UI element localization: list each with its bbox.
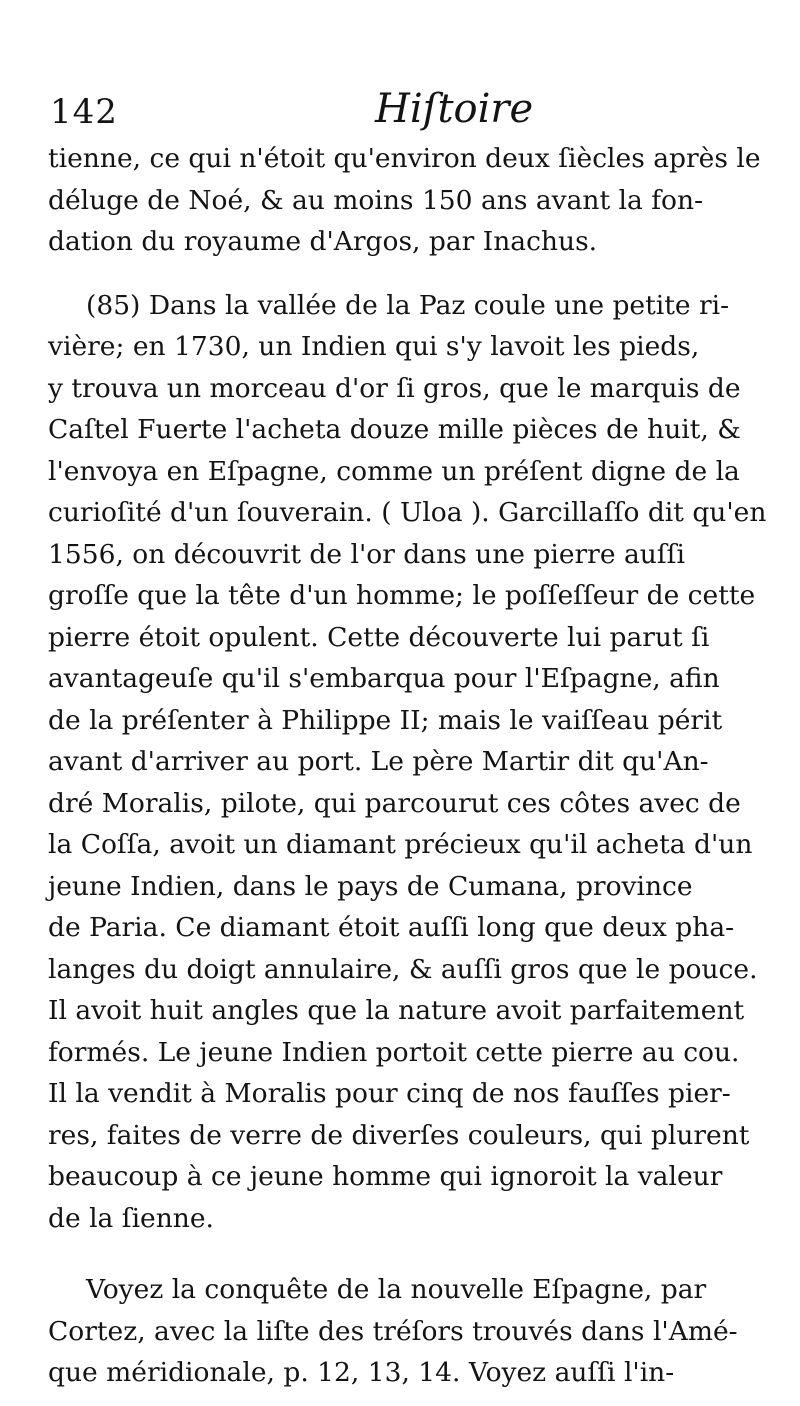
text-line: (85) Dans la vallée de la Paz coule une petite ri-: [86, 289, 730, 321]
text-line: que méridionale, p. 12, 13, 14. Voyez auſſi l'in-: [48, 1357, 675, 1388]
text-line: y trouva un morceau d'or ſi gros, que le marquis de: [48, 372, 741, 404]
paragraph-note-85: [48, 285, 767, 1240]
paragraph-spacer: [48, 263, 760, 285]
text-line: tienne, ce qui n'étoit qu'environ deux ſiècles après le: [48, 143, 761, 174]
text-line: dré Moralis, pilote, qui parcourut ces côtes avec de: [48, 787, 741, 819]
text-line: de la préſenter à Philippe II; mais le vaiſſeau périt: [48, 704, 723, 736]
text-line: Caſtel Fuerte l'acheta douze mille pièces de huit, &: [48, 414, 741, 445]
text-line: l'envoya en Eſpagne, comme un préſent digne de la: [48, 455, 740, 487]
text-line: dation du royaume d'Argos, par Inachus.: [48, 226, 598, 257]
text-line: Il avoit huit angles que la nature avoit parfaitement: [48, 995, 745, 1026]
text-line: res, faites de verre de diverſes couleurs, qui plurent: [48, 1119, 750, 1151]
text-line: de Paria. Ce diamant étoit auſſi long que deux pha-: [48, 912, 735, 943]
paragraph-continuation: [48, 138, 760, 263]
text-line: Il la vendit à Moralis pour cinq de nos fauſſes pier-: [48, 1078, 731, 1109]
text-line: jeune Indien, dans le pays de Cumana, province: [48, 870, 693, 902]
paragraph-voyez: [48, 1269, 760, 1394]
text-line: Voyez la conquête de la nouvelle Eſpagne, par: [86, 1274, 707, 1305]
running-title: Hiſtoire: [375, 86, 534, 132]
paragraph-spacer: [48, 1239, 760, 1269]
text-line: langes du doigt annulaire, & auſſi gros que le pouce.: [48, 953, 758, 985]
text-line: de la ſienne.: [48, 1202, 214, 1234]
text-line: formés. Le jeune Indien portoit cette pierre au cou.: [48, 1036, 740, 1068]
text-line: la Coſſa, avoit un diamant précieux qu'il acheta d'un: [48, 829, 753, 860]
text-line: avant d'arriver au port. Le père Martir dit qu'An-: [48, 746, 709, 777]
text-line: beaucoup à ce jeune homme qui ignoroit la valeur: [48, 1161, 723, 1192]
text-line: avantageuſe qu'il s'embarqua pour l'Eſpagne, afin: [48, 663, 720, 694]
text-line: déluge de Noé, & au moins 150 ans avant la fon-: [48, 184, 704, 216]
text-line: groſſe que la tête d'un homme; le poſſeſſeur de cette: [48, 580, 756, 611]
text-line: Cortez, avec la liſte des tréſors trouvés dans l'Amé-: [48, 1315, 738, 1347]
text-line: vière; en 1730, un Indien qui s'y lavoit les pieds,: [48, 331, 700, 362]
text-line: pierre étoit opulent. Cette découverte lui parut ſi: [48, 621, 710, 653]
page-body: [48, 138, 767, 1394]
text-line: 1556, on découvrit de l'or dans une pierre auſſi: [48, 538, 685, 570]
page-number: 142: [50, 92, 118, 132]
page-header: [45, 80, 765, 140]
text-line: curioſité d'un ſouverain. ( Uloa ). Garcillaſſo dit qu'en: [48, 497, 767, 528]
